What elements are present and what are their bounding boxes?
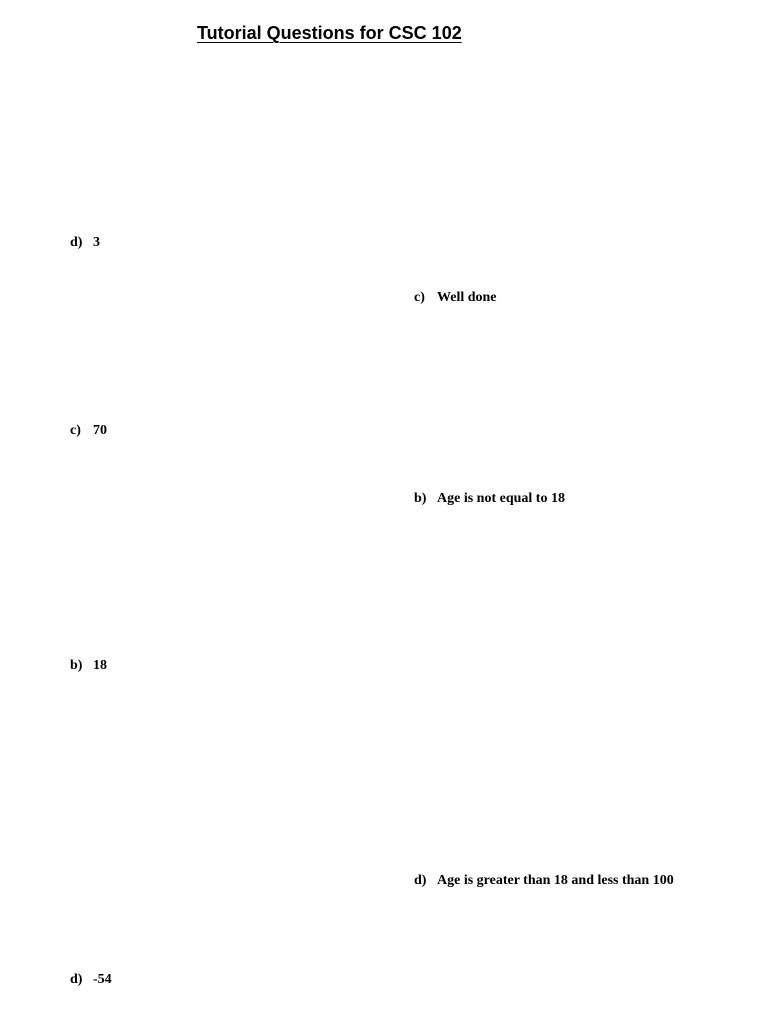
answer-item (70, 657, 107, 675)
answer-text: Age is not equal to 18 (437, 491, 565, 506)
answer-letter: d) (70, 972, 83, 987)
answer-text: 3 (93, 235, 100, 250)
answer-letter: c) (70, 423, 81, 438)
answer-text: 70 (93, 423, 107, 438)
answer-letter: d) (70, 235, 83, 250)
answer-item (70, 234, 100, 252)
answer-item (414, 289, 497, 307)
page-title: Tutorial Questions for CSC 102 (197, 23, 462, 43)
answer-item (70, 971, 112, 989)
answer-text: Age is greater than 18 and less than 100 (437, 873, 674, 888)
answer-letter: d) (414, 873, 427, 888)
answer-text: Well done (437, 290, 497, 305)
answer-item (414, 490, 565, 508)
answer-letter: b) (414, 491, 427, 506)
answer-item (414, 872, 674, 890)
answer-letter: c) (414, 290, 425, 305)
answer-item (70, 422, 107, 440)
answer-letter: b) (70, 658, 83, 673)
answer-text: -54 (93, 972, 112, 987)
answer-text: 18 (93, 658, 107, 673)
